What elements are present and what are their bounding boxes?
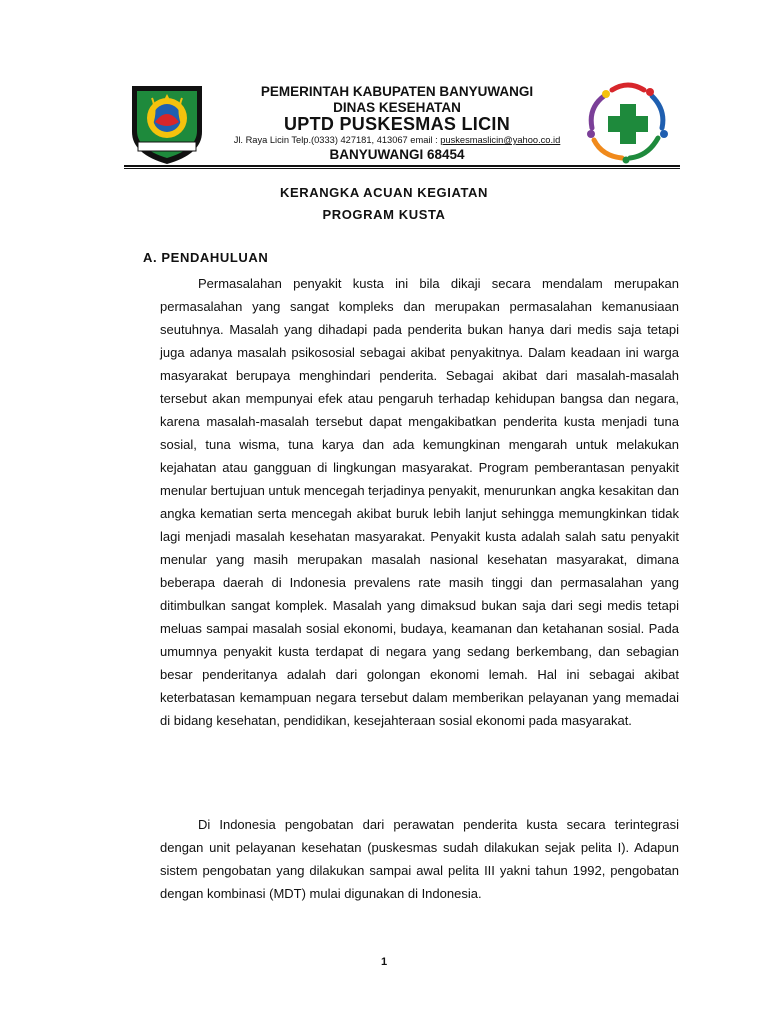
paragraph-1-text: Permasalahan penyakit kusta ini bila dikaji secara mendalam merupakan permasalahan yang sangat kompleks dan merupakan permasalahan kemanusiaan seutuhnya. Masalah yang dihadapi pada penderita bukan hanya dari medis saja tetapi juga adanya masalah psikososial sebagai akibat penyakitnya. Dalam keadaan ini warga masyarakat berupaya menghindari penderita. Sebagai akibat dari masalah-masalah tersebut akan mempunyai efek atau pengaruh terhadap kehidupan bangsa dan negara, karena masalah-masalah tersebut dapat mengakibatkan penderita kusta menjadi tuna sosial, tuna wisma, tuna karya dan ada kemungkinan mengarah untuk melakukan kejahatan atau gangguan di lingkungan masyarakat. Program pemberantasan penyakit menular bertujuan untuk mencegah terjadinya penyakit, menurunkan angka kesakitan dan angka kematian serta mencegah akibat buruk lebih lanjut sehingga memungkinkan tidak lagi menjadi masalah kesehatan masyarakat. Penyakit kusta adalah salah satu penyakit menular yang masih merupakan masalah nasional kesehatan masyarakat, dimana beberapa daerah di Indonesia prevalens rate masih tinggi dan permasalahan yang ditimbulkan sangat komplek. Masalah yang dimaksud bukan saja dari segi medis tetapi meluas sampai masalah sosial ekonomi, budaya, keamanan dan ketahanan sosial. Pada umumnya penyakit kusta terdapat di negara yang sedang berkembang, dan sebagian besar penderitanya adalah dari golongan ekonomi lemah. Hal ini sebagai akibat keterbatasan kemampuan negara tersebut dalam memberikan pelayanan yang memadai di bidang kesehatan, pendidikan, kesejahteraan sosial ekonomi pada masyarakat. [160,276,679,728]
letterhead-address [212,135,582,145]
body-paragraph-1 [160,272,679,732]
banyuwangi-regency-emblem-icon [124,80,210,166]
letterhead-divider-thin [124,168,680,169]
paragraph-2-text: Di Indonesia pengobatan dari perawatan penderita kusta secara terintegrasi dengan unit pelayanan kesehatan (puskesmas sudah dilakukan sejak pelita I). Adapun sistem pengobatan yang dilakukan sampai awal pelita III yakni tahun 1992, pengobatan dengan kombinasi (MDT) mulai digunakan di Indonesia. [160,817,679,901]
letterhead-city: BANYUWANGI 68454 [329,147,465,162]
page-number: 1 [380,956,388,968]
letterhead-institution-name: UPTD PUSKESMAS LICIN [283,114,511,134]
letterhead-agency-line: DINAS KESEHATAN [333,100,461,115]
email-link[interactable]: puskesmaslicin@yahoo.co.id [440,135,561,145]
document-subtitle: PROGRAM KUSTA [322,207,446,222]
document-title: KERANGKA ACUAN KEGIATAN [279,185,489,200]
puskesmas-logo-icon [582,80,674,164]
body-paragraph-2 [160,813,679,905]
letterhead-divider-thick [124,165,680,167]
address-text: Jl. Raya Licin Telp.(0333) 427181, 413067 email : [233,135,441,145]
letterhead-government-line: PEMERINTAH KABUPATEN BANYUWANGI [260,84,534,99]
section-heading: A. PENDAHULUAN [143,250,269,265]
